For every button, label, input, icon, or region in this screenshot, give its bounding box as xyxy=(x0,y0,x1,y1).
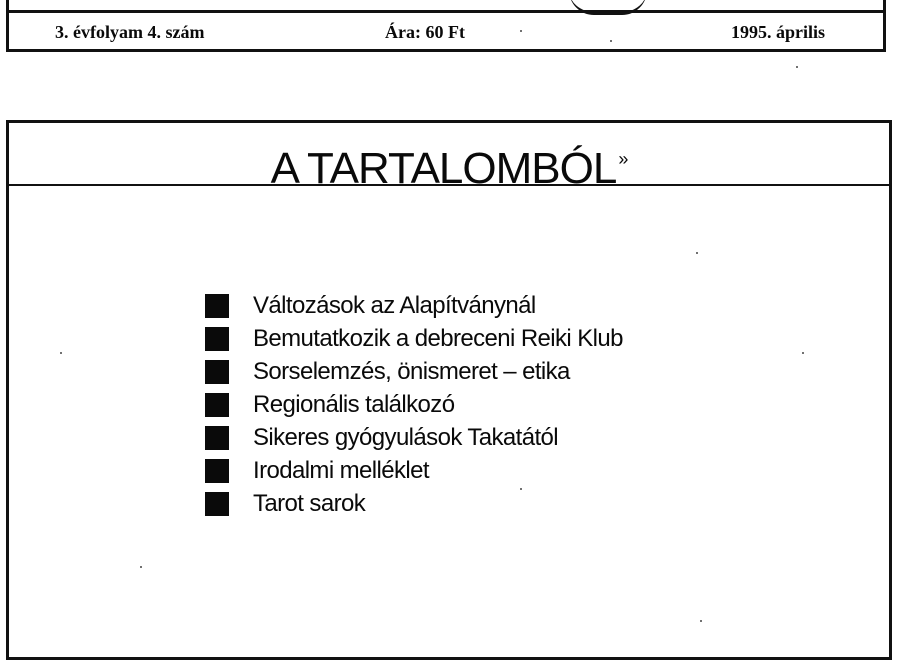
square-bullet-icon xyxy=(205,492,229,516)
contents-box xyxy=(6,120,892,660)
list-item xyxy=(205,388,623,421)
list-item-label: Sorselemzés, önismeret – etika xyxy=(253,357,570,385)
square-bullet-icon xyxy=(205,360,229,384)
scan-speck xyxy=(696,252,698,254)
list-item xyxy=(205,421,623,454)
scan-speck xyxy=(60,352,62,354)
square-bullet-icon xyxy=(205,327,229,351)
square-bullet-icon xyxy=(205,294,229,318)
scan-speck xyxy=(802,352,804,354)
list-item-label: Bemutatkozik a debreceni Reiki Klub xyxy=(253,324,623,352)
scan-speck xyxy=(520,488,522,490)
scan-speck xyxy=(520,30,522,32)
square-bullet-icon xyxy=(205,459,229,483)
list-item-label: Tarot sarok xyxy=(253,489,366,517)
masthead xyxy=(6,0,886,52)
scan-speck xyxy=(140,566,142,568)
contents-title-text: A TARTALOMBÓL xyxy=(270,144,617,193)
issue-date: 1995. április xyxy=(731,22,826,42)
scan-speck xyxy=(610,40,612,42)
list-item xyxy=(205,289,623,322)
list-item xyxy=(205,355,623,388)
list-item-label: Változások az Alapítványnál xyxy=(253,291,536,319)
scan-speck xyxy=(796,66,798,68)
square-bullet-icon xyxy=(205,426,229,450)
list-item xyxy=(205,454,623,487)
list-item-label: Regionális találkozó xyxy=(253,390,455,418)
contents-list xyxy=(205,289,623,520)
issue-number: 3. évfolyam 4. szám xyxy=(55,22,205,42)
square-bullet-icon xyxy=(205,393,229,417)
list-item-label: Irodalmi melléklet xyxy=(253,456,429,484)
price: Ára: 60 Ft xyxy=(385,22,465,42)
list-item xyxy=(205,322,623,355)
contents-title xyxy=(9,137,889,191)
title-ornament-icon: » xyxy=(618,149,628,169)
list-item-label: Sikeres gyógyulások Takatától xyxy=(253,423,559,451)
scan-speck xyxy=(700,620,702,622)
list-item xyxy=(205,487,623,520)
masthead-top-rule xyxy=(9,10,883,13)
title-divider xyxy=(9,184,889,186)
